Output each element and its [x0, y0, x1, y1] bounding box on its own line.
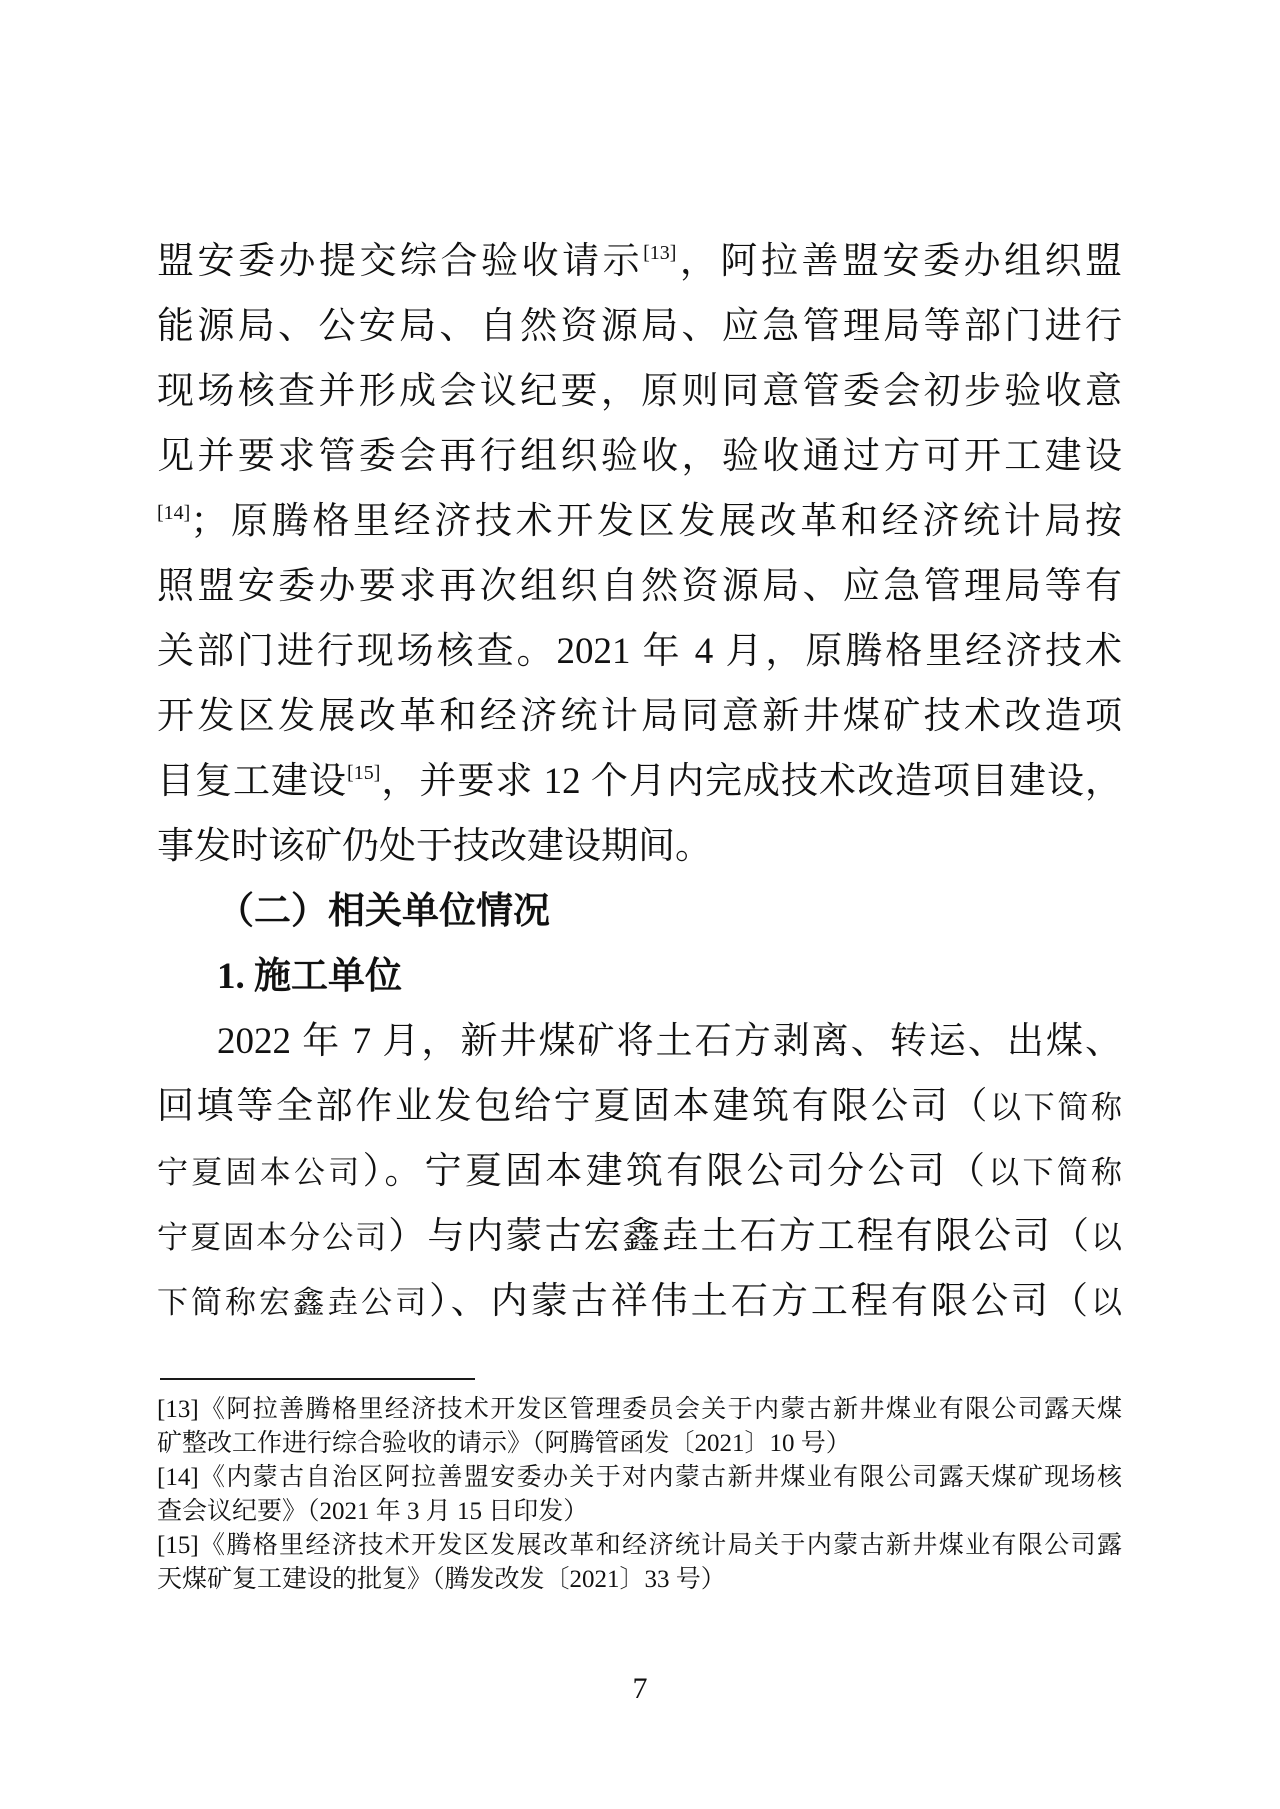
paragraph-line: [157, 1009, 1122, 1074]
body-text-small: 以下简称: [990, 1090, 1122, 1125]
body-text: 开发区发展改革和经济统计局同意新井煤矿技术改造项: [157, 696, 1122, 737]
footnote-text: 矿整改工作进行综合验收的请示》（阿腾管函发〔2021〕10 号）: [157, 1430, 851, 1457]
footnote-text: 查会议纪要》（2021 年 3 月 15 日印发）: [157, 1498, 589, 1525]
body-text: ）与内蒙古宏鑫垚土石方工程有限公司（: [388, 1216, 1092, 1257]
footnote-text: [14]《内蒙古自治区阿拉善盟安委办关于对内蒙古新井煤业有限公司露天煤矿现场核: [157, 1464, 1122, 1491]
body-text-small: 下简称宏鑫垚公司: [157, 1285, 430, 1320]
body-text: 现场核查并形成会议纪要，原则同意管委会初步验收意: [157, 371, 1122, 412]
footnote-line: [157, 1529, 1122, 1563]
document-body: [157, 229, 1122, 1597]
body-text: 回填等全部作业发包给宁夏固本建筑有限公司（: [157, 1086, 990, 1127]
body-text: 关部门进行现场核查。2021 年 4 月，原腾格里经济技术: [157, 631, 1122, 672]
body-text: ）、内蒙古祥伟土石方工程有限公司（: [429, 1281, 1092, 1322]
body-text: ；原腾格里经济技术开发区发展改革和经济统计局按: [190, 501, 1122, 542]
footnote-divider: [160, 1378, 475, 1380]
body-text: 盟安委办提交综合验收请示: [157, 241, 644, 282]
body-text: 照盟安委办要求再次组织自然资源局、应急管理局等有: [157, 566, 1122, 607]
body-line: [157, 294, 1122, 359]
footnote-line: [157, 1427, 1122, 1461]
body-text: ，阿拉善盟安委办组织盟: [676, 241, 1123, 282]
body-text-small: 以: [1091, 1285, 1123, 1320]
subsection-heading: [157, 944, 1122, 1009]
body-text: 2022 年 7 月，新井煤矿将土石方剥离、转运、出煤、: [217, 1021, 1122, 1062]
body-text: ）。宁夏固本建筑有限公司分公司（: [362, 1151, 989, 1192]
paragraph-line: [157, 1074, 1122, 1139]
footnote-line: [157, 1393, 1122, 1427]
body-text-small: 以下简称: [988, 1155, 1123, 1190]
body-text: 见并要求管委会再行组织验收，验收通过方可开工建设: [157, 436, 1122, 477]
body-text: 目复工建设: [157, 761, 348, 802]
body-line: [157, 489, 1122, 554]
body-line: [157, 619, 1122, 684]
paragraph-line: [157, 1269, 1122, 1334]
footnote-text: 天煤矿复工建设的批复》（腾发改发〔2021〕33 号）: [157, 1566, 726, 1593]
page-number: 7: [632, 1672, 648, 1705]
body-text: 事发时该矿仍处于技改建设期间。: [157, 826, 712, 867]
body-line: [157, 749, 1122, 814]
body-text-small: 宁夏固本分公司: [157, 1220, 389, 1255]
section-heading: [157, 879, 1122, 944]
body-line: [157, 359, 1122, 424]
paragraph-line: [157, 1139, 1122, 1204]
body-line: [157, 684, 1122, 749]
body-line: [157, 229, 1122, 294]
footnote-text: [15]《腾格里经济技术开发区发展改革和经济统计局关于内蒙古新井煤业有限公司露: [157, 1532, 1122, 1559]
body-line: [157, 554, 1122, 619]
footnote-text: [13]《阿拉善腾格里经济技术开发区管理委员会关于内蒙古新井煤业有限公司露天煤: [157, 1396, 1122, 1423]
body-text: 能源局、公安局、自然资源局、应急管理局等部门进行: [157, 306, 1122, 347]
body-line: [157, 424, 1122, 489]
paragraph-line: [157, 1204, 1122, 1269]
subsection-heading-text: 1. 施工单位: [217, 956, 402, 997]
footnote-ref-13-marker: [13]: [643, 242, 677, 264]
section-heading-text: （二）相关单位情况: [217, 891, 550, 932]
body-text-small: 宁夏固本公司: [157, 1155, 363, 1190]
footnote-ref-15-marker: [15]: [347, 762, 381, 784]
body-text-small: 以: [1091, 1220, 1123, 1255]
body-text: ，并要求 12 个月内完成技术改造项目建设，: [380, 761, 1123, 802]
body-line: [157, 814, 1122, 879]
footnote-line: [157, 1563, 1122, 1597]
footnote-ref-14-marker: [14]: [157, 502, 191, 524]
footnote-line: [157, 1461, 1122, 1495]
footnote-line: [157, 1495, 1122, 1529]
